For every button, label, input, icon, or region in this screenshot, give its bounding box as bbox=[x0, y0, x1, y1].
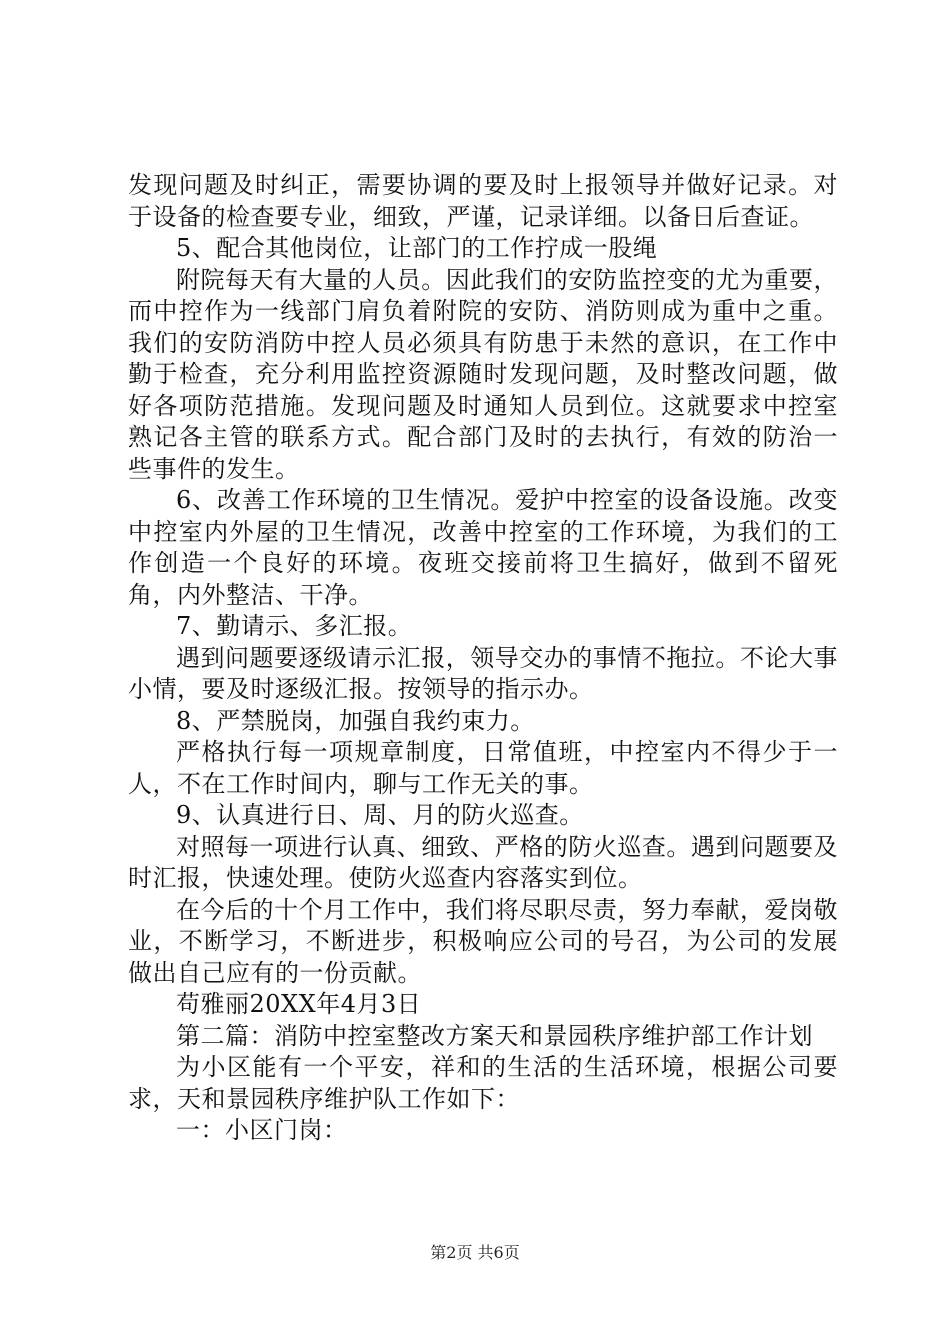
paragraph-6: 遇到问题要逐级请示汇报，领导交办的事情不拖拉。不论大事小情，要及时逐级汇报。按领导的指示办。 bbox=[128, 643, 838, 703]
heading-item-8: 8、严禁脱岗，加强自我约束力。 bbox=[176, 706, 535, 735]
heading-item-5: 5、配合其他岗位，让部门的工作拧成一股绳 bbox=[176, 234, 658, 262]
paragraph-10: 对照每一项进行认真、细致、严格的防火巡查。遇到问题要及时汇报，快速处理。使防火巡查内容落实到位。 bbox=[128, 832, 838, 892]
heading-item-7: 7、勤请示、多汇报。 bbox=[176, 612, 413, 640]
paragraph-11: 在今后的十个月工作中，我们将尽职尽责，努力奉献，爱岗敬业，不断学习，不断进步，积极响应公司的号召，为公司的发展做出自己应有的一份贡献。 bbox=[128, 895, 838, 987]
heading-item-9: 9、认真进行日、周、月的防火巡查。 bbox=[176, 801, 584, 829]
heading-gate: 一：小区门岗： bbox=[176, 1116, 348, 1144]
paragraph-item-6: 6、改善工作环境的卫生情况。爱护中控室的设备设施。改变中控室内外屋的卫生情况，改善中控室的工作环境，为我们的工作创造一个良好的环境。夜班交接前将卫生搞好，做到不留死角，内外整洁、干净。 bbox=[128, 486, 838, 609]
signature-date: 苟雅丽20XX年4月3日 bbox=[176, 990, 422, 1018]
document-body bbox=[128, 170, 838, 1147]
paragraph-3: 附院每天有大量的人员。因此我们的安防监控变的尤为重要，而中控作为一线部门肩负着附院的安防、消防则成为重中之重。我们的安防消防中控人员必须具有防患于未然的意识，在工作中勤于检查，充分利用监控资源随时发现问题，及时整改问题，做好各项防范措施。发现问题及时通知人员到位。这就要求中控室熟记各主管的联系方式。配合部门及时的去执行，有效的防治一些事件的发生。 bbox=[128, 265, 838, 483]
paragraph-1: 发现问题及时纠正，需要协调的要及时上报领导并做好记录。对于设备的检查要专业，细致，严谨，记录详细。以备日后查证。 bbox=[128, 171, 838, 231]
page-footer: 第2页 共6页 bbox=[430, 1243, 520, 1262]
paragraph-14: 为小区能有一个平安，祥和的生活的生活环境，根据公司要求，天和景园秩序维护队工作如下： bbox=[128, 1053, 838, 1113]
paragraph-8: 严格执行每一项规章制度，日常值班，中控室内不得少于一人，不在工作时间内，聊与工作无关的事。 bbox=[128, 738, 838, 798]
section-title: 第二篇：消防中控室整改方案天和景园秩序维护部工作计划 bbox=[176, 1021, 813, 1050]
